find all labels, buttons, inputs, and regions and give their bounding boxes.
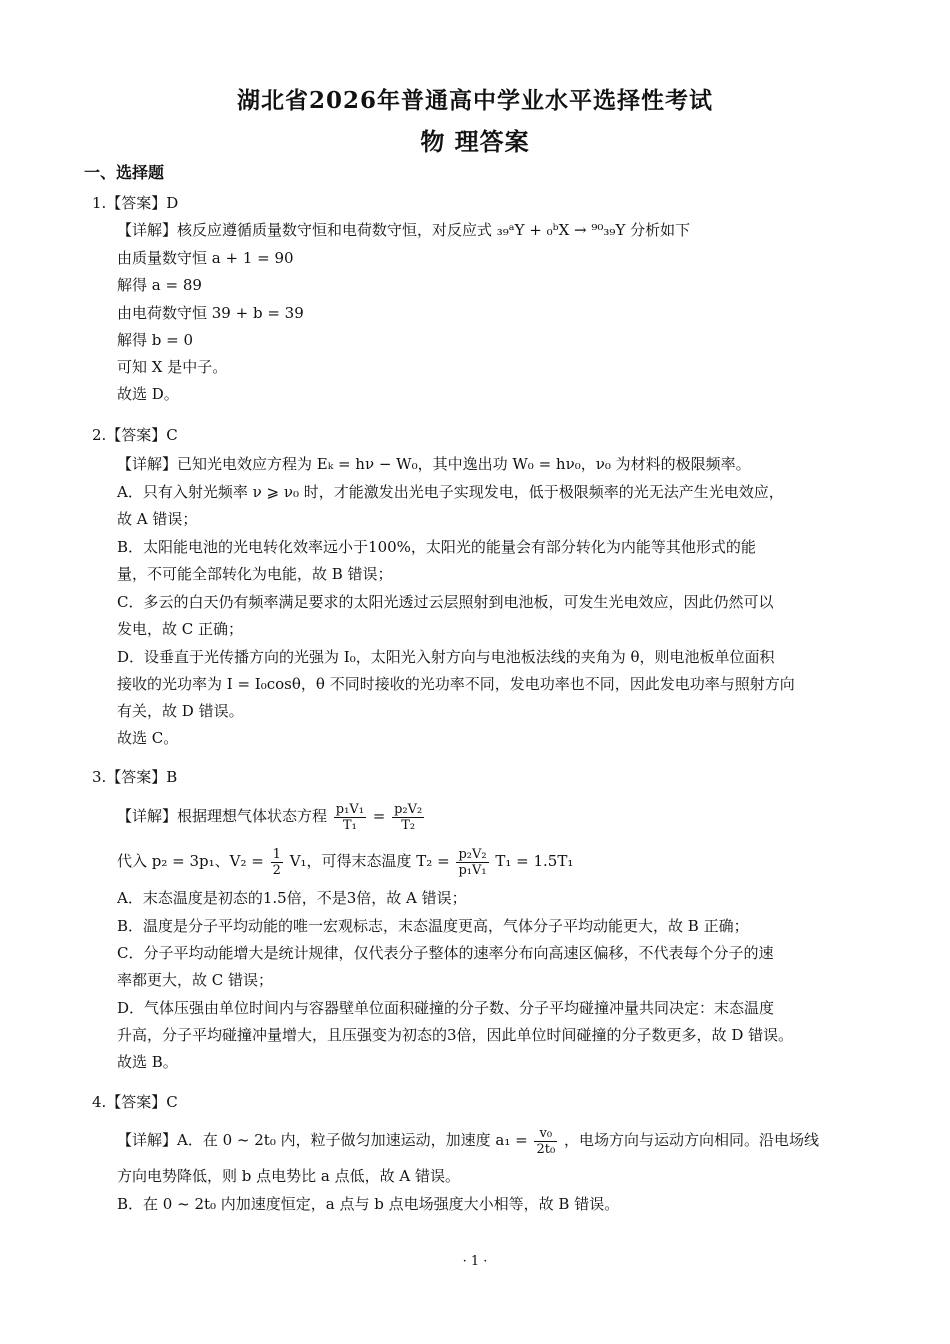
q1-line: 由质量数守恒 a + 1 = 90	[117, 249, 294, 267]
q2-option-d: D．设垂直于光传播方向的光强为 I₀，太阳光入射方向与电池板法线的夹角为 θ，则电池板单位面积	[117, 648, 775, 666]
fraction-numerator: v₀	[534, 1126, 557, 1142]
page-number: · 1 ·	[462, 1254, 488, 1269]
q1-line: 可知 X 是中子。	[117, 358, 228, 376]
section-title: 一、选择题	[84, 163, 165, 182]
q1-conclusion: 故选 D。	[117, 385, 179, 403]
page-title: 湖北省2026年普通高中学业水平选择性考试	[236, 87, 713, 114]
q3-option-c: C．分子平均动能增大是统计规律，仅代表分子整体的速率分布向高速区偏移，不代表每个分子的速	[117, 944, 774, 962]
q3-sub-text: T₁ = 1.5T₁	[495, 852, 574, 870]
q2-conclusion: 故选 C。	[117, 729, 179, 747]
q2-option-a: 故 A 错误；	[117, 510, 198, 528]
page-subtitle: 物 理答案	[420, 127, 530, 156]
q3-option-a: A．末态温度是初态的1.5倍，不是3倍，故 A 错误；	[117, 889, 467, 907]
q4-detail-text: 【详解】A．在 0 ~ 2t₀ 内，粒子做匀加速运动，加速度 a₁ =	[117, 1131, 528, 1149]
fraction	[534, 1126, 557, 1157]
q2-option-c: 发电，故 C 正确；	[117, 620, 244, 638]
q2-detail: 【详解】已知光电效应方程为 Eₖ = hν − W₀，其中逸出功 W₀ = hν₀，ν₀ 为材料的极限频率。	[117, 455, 751, 473]
q3-sub-text: V₁，可得末态温度 T₂ =	[289, 852, 450, 870]
q3-option-b: B．温度是分子平均动能的唯一宏观标志，末态温度更高，气体分子平均动能更大，故 B 正确；	[117, 917, 749, 935]
q3-option-d: 升高，分子平均碰撞冲量增大，且压强变为初态的3倍，因此单位时间碰撞的分子数更多，故 D 错误。	[117, 1026, 794, 1044]
q4-answer: 4.【答案】C	[92, 1093, 178, 1111]
q2-option-c: C．多云的白天仍有频率满足要求的太阳光透过云层照射到电池板，可发生光电效应，因此仍然可以	[117, 593, 774, 611]
q4-option-a: 方向电势降低，则 b 点电势比 a 点低，故 A 错误。	[117, 1167, 460, 1185]
fraction	[271, 847, 283, 878]
q2-option-b: 量，不可能全部转化为电能，故 B 错误；	[117, 565, 393, 583]
q3-detail	[117, 798, 877, 834]
q2-answer: 2.【答案】C	[92, 426, 178, 444]
fraction-denominator: T₁	[342, 817, 357, 833]
fraction	[334, 802, 366, 833]
fraction	[456, 847, 488, 878]
fraction-denominator: T₂	[401, 817, 416, 833]
q3-conclusion: 故选 B。	[117, 1053, 178, 1071]
q2-option-a: A．只有入射光频率 ν ⩾ ν₀ 时，才能激发出光电子实现发电，低于极限频率的光无法产生光电效应，	[117, 483, 784, 501]
q4-option-b: B．在 0 ~ 2t₀ 内加速度恒定，a 点与 b 点电场强度大小相等，故 B 错误。	[117, 1195, 620, 1213]
q2-option-b: B．太阳能电池的光电转化效率远小于100%，太阳光的能量会有部分转化为内能等其他形式的能	[117, 538, 756, 556]
fraction-numerator: p₂V₂	[458, 846, 487, 862]
fraction-numerator: p₁V₁	[335, 801, 364, 817]
q1-line: 由电荷数守恒 39 + b = 39	[117, 304, 304, 322]
q3-detail-text: 【详解】根据理想气体状态方程	[117, 807, 328, 825]
q4-detail-text: ，电场方向与运动方向相同。沿电场线	[563, 1131, 819, 1149]
q3-option-c: 率都更大，故 C 错误；	[117, 971, 274, 989]
fraction-denominator: 2	[272, 862, 281, 878]
q1-line: 解得 b = 0	[117, 331, 194, 349]
fraction	[392, 802, 424, 833]
equals-sign: =	[372, 807, 386, 825]
q2-option-d: 接收的光功率为 I = I₀cosθ，θ 不同时接收的光功率不同，发电功率也不同，因此发电功率与照射方向	[117, 675, 795, 693]
fraction-denominator: 2t₀	[536, 1141, 556, 1157]
fraction-denominator: p₁V₁	[458, 862, 487, 878]
q1-line: 解得 a = 89	[117, 276, 202, 294]
fraction-numerator: p₂V₂	[394, 801, 423, 817]
q1-detail: 【详解】核反应遵循质量数守恒和电荷数守恒，对反应式 ₃₉ᵃY + ₀ᵇX → ⁹⁰₃₉Y 分析如下	[117, 221, 691, 239]
q4-detail	[117, 1122, 877, 1158]
q1-answer: 1.【答案】D	[92, 194, 179, 212]
q3-option-d: D．气体压强由单位时间内与容器壁单位面积碰撞的分子数、分子平均碰撞冲量共同决定：末态温度	[117, 999, 775, 1017]
fraction-numerator: 1	[272, 846, 281, 862]
q2-option-d: 有关，故 D 错误。	[117, 702, 244, 720]
q3-substitution	[117, 843, 877, 879]
q3-sub-text: 代入 p₂ = 3p₁、V₂ =	[117, 852, 264, 870]
q3-answer: 3.【答案】B	[92, 768, 178, 786]
